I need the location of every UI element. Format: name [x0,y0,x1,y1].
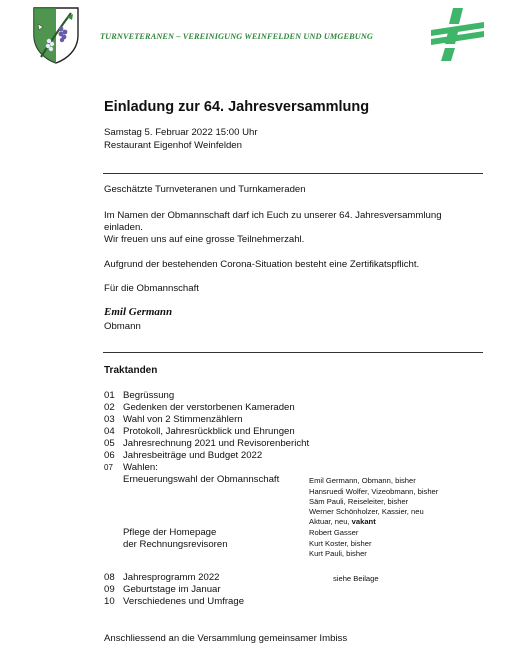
agenda-item-text: Jahresbeiträge und Budget 2022 [123,450,263,461]
agenda-item [104,450,262,462]
agenda-item-number: 05 [104,438,115,449]
paragraph-certificate: Aufgrund der bestehenden Corona-Situation besteht eine Zertifikatspflicht. [104,259,420,270]
paragraph-invitation-line2: einladen. [104,222,143,233]
beilage-note: siehe Beilage [333,574,379,583]
agenda-item [104,390,174,402]
agenda-item-number: 01 [104,390,115,401]
candidate-name: Kurt Pauli, bisher [309,549,367,558]
agenda-item-number: 03 [104,414,115,425]
event-datetime: Samstag 5. Februar 2022 15:00 Uhr [104,127,258,138]
agenda-item-number: 09 [104,584,115,595]
agenda-item-text: Gedenken der verstorbenen Kameraden [123,402,295,413]
page-title: Einladung zur 64. Jahresversammlung [104,99,370,115]
agenda-item-text: Wahl von 2 Stimmenzählern [123,414,243,425]
agenda-item [104,572,220,584]
vakant-label: vakant [351,517,376,526]
agenda-item [104,584,221,596]
wahlen-obmannschaft-label: Erneuerungswahl der Obmannschaft [123,474,280,485]
agenda-heading: Traktanden [104,365,158,376]
agenda-item-number: 04 [104,426,115,437]
candidate-name: Emil Germann, Obmann, bisher [309,476,416,485]
coat-of-arms-crest [31,5,81,65]
closing-line: Für die Obmannschaft [104,283,199,294]
candidate-name: Hansruedi Wolfer, Vizeobmann, bisher [309,487,439,496]
agenda-item [104,402,295,414]
agenda-item-number: 02 [104,402,115,413]
candidate-name: Säm Pauli, Reiseleiter, bisher [309,497,409,506]
event-location: Restaurant Eigenhof Weinfelden [104,140,242,151]
paragraph-invitation-line1: Im Namen der Obmannschaft darf ich Euch zu unserer 64. Jahresversammlung [104,210,442,221]
agenda-item-number: 08 [104,572,115,583]
candidate-name: Robert Gasser [309,528,359,537]
wahlen-homepage-label: Pflege der Homepage [123,527,217,538]
footer-note: Anschliessend an die Versammlung gemeinsamer Imbiss [104,633,348,644]
organization-name: TURNVETERANEN – VEREINIGUNG WEINFELDEN UND UMGEBUNG [100,32,374,41]
divider [103,352,483,353]
agenda-item-text: Jahresrechnung 2021 und Revisorenbericht [123,438,310,449]
candidate-name: Werner Schönholzer, Kassier, neu [309,507,424,516]
signer-role: Obmann [104,321,141,332]
agenda-item-text: Geburtstage im Januar [123,584,221,595]
candidate-name: Kurt Koster, bisher [309,539,372,548]
agenda-item-text: Protokoll, Jahresrückblick und Ehrungen [123,426,295,437]
agenda-item-number: 10 [104,596,115,607]
agenda-item [104,438,309,450]
candidate-role-text: Aktuar, neu, [309,517,350,526]
signature: Emil Germann [104,306,173,318]
agenda-item-number: 07 [104,463,113,472]
greeting: Geschätzte Turnveteranen und Turnkameraden [104,184,306,195]
turnverband-logo [429,6,486,63]
agenda-item-number: 06 [104,450,115,461]
agenda-item-text: Begrüssung [123,390,175,401]
agenda-item [104,414,243,426]
wahlen-revisoren-label: der Rechnungsrevisoren [123,539,228,550]
candidate-name [309,517,376,528]
agenda-item [104,426,295,438]
agenda-item-text: Verschiedenes und Umfrage [123,596,245,607]
agenda-item-text: Wahlen: [123,462,158,473]
paragraph-invitation-line3: Wir freuen uns auf eine grosse Teilnehmerzahl. [104,234,305,245]
agenda-item [104,462,158,474]
agenda-item-text: Jahresprogramm 2022 [123,572,220,583]
divider [103,173,483,174]
agenda-item [104,596,244,608]
